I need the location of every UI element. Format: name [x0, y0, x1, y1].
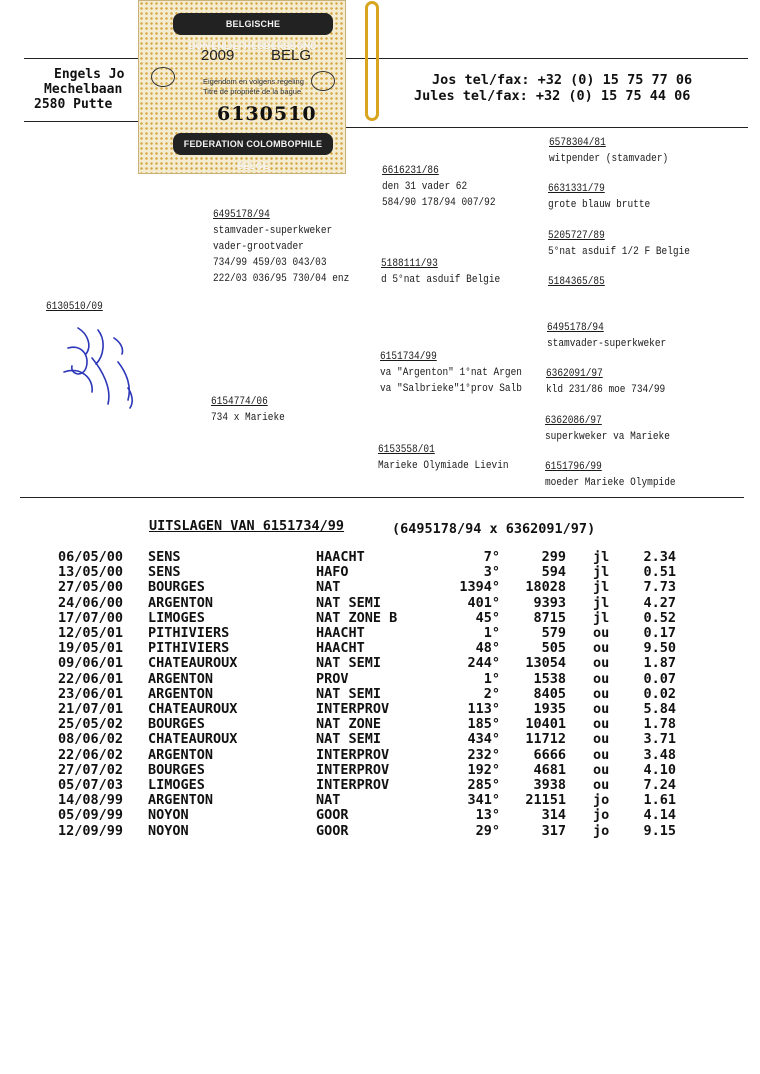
- cell-date: 19/05/01: [58, 640, 124, 657]
- cell-place: BOURGES: [148, 761, 205, 778]
- cell-count: 505: [541, 640, 566, 657]
- cell-place: NOYON: [148, 807, 189, 824]
- cell-level: INTERPROV: [316, 777, 390, 793]
- fm-line: d 5°nat asduif Belgie: [381, 274, 501, 286]
- card-text-fr: Titre de propriété de la bague: [203, 87, 302, 96]
- card-ring-number: 6130510: [217, 103, 317, 125]
- cell-pos: 13°: [475, 807, 500, 824]
- cell-level: HAACHT: [316, 640, 365, 657]
- cell-level: INTERPROV: [316, 746, 390, 763]
- cell-cat: ou: [593, 655, 610, 672]
- card-top-banner: BELGISCHE DUIVENLIEFHEBBERSBOND: [173, 13, 333, 35]
- table-row: [0, 716, 760, 732]
- table-row: [0, 610, 760, 626]
- cell-val: 7.24: [643, 777, 676, 793]
- cell-level: HAFO: [316, 564, 349, 581]
- cell-place: ARGENTON: [148, 746, 214, 763]
- cell-pos: 1°: [483, 670, 500, 687]
- cell-level: NAT ZONE B: [316, 609, 398, 626]
- cell-count: 21151: [525, 792, 566, 809]
- cell-level: NAT: [316, 579, 341, 596]
- cell-val: 4.14: [643, 807, 676, 824]
- cell-place: BOURGES: [148, 716, 205, 733]
- cell-level: GOOR: [316, 822, 349, 839]
- cell-val: 0.51: [643, 564, 676, 581]
- cell-count: 13054: [525, 655, 566, 672]
- cell-level: GOOR: [316, 807, 349, 824]
- cell-count: 6666: [533, 746, 566, 763]
- cell-pos: 29°: [475, 822, 500, 839]
- cell-val: 0.17: [643, 625, 676, 641]
- cell-place: CHATEAUROUX: [148, 731, 238, 748]
- cell-level: PROV: [316, 670, 349, 687]
- results-parents: (6495178/94 x 6362091/97): [392, 521, 596, 537]
- cell-pos: 341°: [467, 792, 500, 809]
- cell-pos: 7°: [483, 549, 500, 565]
- cell-pos: 1394°: [459, 579, 500, 596]
- cell-count: 317: [541, 822, 566, 839]
- cell-date: 23/06/01: [58, 685, 124, 702]
- cell-pos: 401°: [467, 594, 500, 611]
- cell-place: SENS: [148, 549, 181, 565]
- table-row: [0, 579, 760, 595]
- ff-line: den 31 vader 62: [382, 181, 468, 193]
- cell-place: LIMOGES: [148, 777, 205, 793]
- card-country: BELG: [271, 47, 312, 64]
- table-row: [0, 762, 760, 778]
- cell-count: 9393: [533, 594, 566, 611]
- cell-cat: ou: [593, 685, 610, 702]
- cell-date: 17/07/00: [58, 609, 124, 626]
- mother-ring: 6154774/06: [211, 396, 268, 408]
- ff-line: 584/90 178/94 007/92: [382, 197, 496, 209]
- cell-count: 8405: [533, 685, 566, 702]
- mmf-line: superkweker va Marieke: [545, 431, 670, 443]
- cell-pos: 2°: [483, 685, 500, 702]
- jos-contact: Jos tel/fax: +32 (0) 15 75 77 06: [432, 72, 693, 88]
- cell-cat: ou: [593, 670, 610, 687]
- cell-val: 7.73: [643, 579, 676, 596]
- table-row: [0, 686, 760, 702]
- cell-place: BOURGES: [148, 579, 205, 596]
- cell-date: 25/05/02: [58, 716, 124, 733]
- mm-line: Marieke Olymiade Lievin: [378, 460, 509, 472]
- cell-count: 3938: [533, 777, 566, 793]
- cell-date: 21/07/01: [58, 701, 124, 717]
- cell-pos: 48°: [475, 640, 500, 657]
- cell-val: 1.87: [643, 655, 676, 672]
- table-row: [0, 595, 760, 611]
- results-title: UITSLAGEN VAN 6151734/99: [149, 518, 345, 534]
- jules-contact: Jules tel/fax: +32 (0) 15 75 44 06: [414, 88, 691, 104]
- fmm-ring: 5184365/85: [548, 276, 605, 288]
- subject-ring: 6130510/09: [46, 301, 103, 313]
- cell-level: INTERPROV: [316, 701, 390, 717]
- owner-city: 2580 Putte: [34, 97, 113, 112]
- cell-val: 0.02: [643, 685, 676, 702]
- cell-date: 08/06/02: [58, 731, 124, 748]
- ffm-ring: 6631331/79: [548, 183, 605, 195]
- cell-place: CHATEAUROUX: [148, 655, 238, 672]
- cell-cat: ou: [593, 701, 610, 717]
- fmf-line: 5°nat asduif 1/2 F Belgie: [548, 246, 690, 258]
- table-row: [0, 671, 760, 687]
- cell-date: 24/06/00: [58, 594, 124, 611]
- cell-level: HAACHT: [316, 549, 365, 565]
- cell-val: 3.71: [643, 731, 676, 748]
- cell-place: LIMOGES: [148, 609, 205, 626]
- cell-cat: jo: [593, 822, 610, 839]
- cell-cat: ou: [593, 761, 610, 778]
- cell-cat: ou: [593, 625, 610, 641]
- cell-count: 314: [541, 807, 566, 824]
- cell-count: 579: [541, 625, 566, 641]
- cell-cat: ou: [593, 640, 610, 657]
- cell-date: 22/06/02: [58, 746, 124, 763]
- cell-date: 22/06/01: [58, 670, 124, 687]
- cell-place: PITHIVIERS: [148, 640, 230, 657]
- card-text-nl: Eigendom en volgens regeling: [203, 77, 304, 86]
- cell-val: 1.78: [643, 716, 676, 733]
- cell-date: 12/09/99: [58, 822, 124, 839]
- cell-date: 05/07/03: [58, 777, 124, 793]
- cell-date: 27/05/00: [58, 579, 124, 596]
- mff-ring: 6495178/94: [547, 322, 604, 334]
- mfm-ring: 6362091/97: [546, 368, 603, 380]
- cell-pos: 185°: [467, 716, 500, 733]
- cell-cat: jo: [593, 792, 610, 809]
- ffm-line: grote blauw brutte: [548, 199, 651, 211]
- cell-val: 4.10: [643, 761, 676, 778]
- cell-pos: 192°: [467, 761, 500, 778]
- mf-line: va "Argenton" 1°nat Argen: [380, 367, 522, 379]
- mmm-line: moeder Marieke Olympide: [545, 477, 676, 489]
- table-row: [0, 792, 760, 808]
- cell-place: SENS: [148, 564, 181, 581]
- cell-count: 8715: [533, 609, 566, 626]
- father-ring: 6495178/94: [213, 209, 270, 221]
- father-line: 734/99 459/03 043/03: [213, 257, 327, 269]
- cell-level: NAT SEMI: [316, 731, 382, 748]
- cell-cat: ou: [593, 746, 610, 763]
- cell-cat: jl: [593, 594, 610, 611]
- cell-place: PITHIVIERS: [148, 625, 230, 641]
- fff-ring: 6578304/81: [549, 137, 606, 149]
- mother-line: 734 x Marieke: [211, 412, 285, 424]
- cell-level: NAT SEMI: [316, 685, 382, 702]
- cell-level: INTERPROV: [316, 761, 390, 778]
- table-row: [0, 655, 760, 671]
- cell-count: 4681: [533, 761, 566, 778]
- cell-val: 2.34: [643, 549, 676, 565]
- table-row: [0, 777, 760, 793]
- father-line: 222/03 036/95 730/04 enz: [213, 273, 350, 285]
- cell-place: CHATEAUROUX: [148, 701, 238, 717]
- cell-date: 14/08/99: [58, 792, 124, 809]
- cell-place: ARGENTON: [148, 792, 214, 809]
- cell-count: 299: [541, 549, 566, 565]
- mf-line: va "Salbrieke"1°prov Salb: [380, 383, 522, 395]
- father-line: stamvader-superkweker: [213, 225, 333, 237]
- fm-ring: 5188111/93: [381, 258, 438, 270]
- cell-val: 3.48: [643, 746, 676, 763]
- cell-level: NAT ZONE: [316, 716, 382, 733]
- cell-date: 09/06/01: [58, 655, 124, 672]
- table-row: [0, 747, 760, 763]
- cell-cat: jl: [593, 549, 610, 565]
- mm-ring: 6153558/01: [378, 444, 435, 456]
- card-bottom-banner: FEDERATION COLOMBOPHILE BELGE: [173, 133, 333, 155]
- cell-val: 9.50: [643, 640, 676, 657]
- cell-level: NAT SEMI: [316, 655, 382, 672]
- mmm-ring: 6151796/99: [545, 461, 602, 473]
- table-row: [0, 549, 760, 565]
- cell-date: 06/05/00: [58, 549, 124, 565]
- cell-pos: 434°: [467, 731, 500, 748]
- cell-pos: 244°: [467, 655, 500, 672]
- table-row: [0, 625, 760, 641]
- table-row: [0, 823, 760, 839]
- cell-date: 13/05/00: [58, 564, 124, 581]
- cell-count: 10401: [525, 716, 566, 733]
- cell-val: 9.15: [643, 822, 676, 839]
- cell-pos: 232°: [467, 746, 500, 763]
- cell-count: 18028: [525, 579, 566, 596]
- mfm-line: kld 231/86 moe 734/99: [546, 384, 666, 396]
- cell-place: NOYON: [148, 822, 189, 839]
- cell-pos: 285°: [467, 777, 500, 793]
- cell-date: 05/09/99: [58, 807, 124, 824]
- owner-street: Mechelbaan: [44, 82, 123, 97]
- cell-val: 1.61: [643, 792, 676, 809]
- table-row: [0, 640, 760, 656]
- cell-cat: ou: [593, 716, 610, 733]
- cell-cat: jl: [593, 579, 610, 596]
- ff-ring: 6616231/86: [382, 165, 439, 177]
- father-line: vader-grootvader: [213, 241, 304, 253]
- cell-val: 5.84: [643, 701, 676, 717]
- cell-count: 1538: [533, 670, 566, 687]
- cell-level: HAACHT: [316, 625, 365, 641]
- cell-val: 4.27: [643, 594, 676, 611]
- table-row: [0, 564, 760, 580]
- cell-cat: ou: [593, 777, 610, 793]
- cell-place: ARGENTON: [148, 685, 214, 702]
- cell-val: 0.07: [643, 670, 676, 687]
- cell-place: ARGENTON: [148, 594, 214, 611]
- cell-count: 594: [541, 564, 566, 581]
- cell-cat: ou: [593, 731, 610, 748]
- mmf-ring: 6362086/97: [545, 415, 602, 427]
- cell-date: 12/05/01: [58, 625, 124, 641]
- mff-line: stamvader-superkweker: [547, 338, 667, 350]
- table-row: [0, 731, 760, 747]
- cell-pos: 113°: [467, 701, 500, 717]
- table-row: [0, 701, 760, 717]
- cell-pos: 45°: [475, 609, 500, 626]
- fff-line: witpender (stamvader): [549, 153, 669, 165]
- card-year: 2009: [201, 47, 235, 64]
- cell-level: NAT: [316, 792, 341, 809]
- cell-pos: 1°: [483, 625, 500, 641]
- cell-level: NAT SEMI: [316, 594, 382, 611]
- cell-count: 11712: [525, 731, 566, 748]
- cell-pos: 3°: [483, 564, 500, 581]
- cell-date: 27/07/02: [58, 761, 124, 778]
- table-row: [0, 807, 760, 823]
- cell-cat: jl: [593, 564, 610, 581]
- fmf-ring: 5205727/89: [548, 230, 605, 242]
- cell-cat: jl: [593, 609, 610, 626]
- cell-place: ARGENTON: [148, 670, 214, 687]
- cell-cat: jo: [593, 807, 610, 824]
- cell-val: 0.52: [643, 609, 676, 626]
- cell-count: 1935: [533, 701, 566, 717]
- mf-ring: 6151734/99: [380, 351, 437, 363]
- owner-name: Engels Jo: [54, 67, 125, 82]
